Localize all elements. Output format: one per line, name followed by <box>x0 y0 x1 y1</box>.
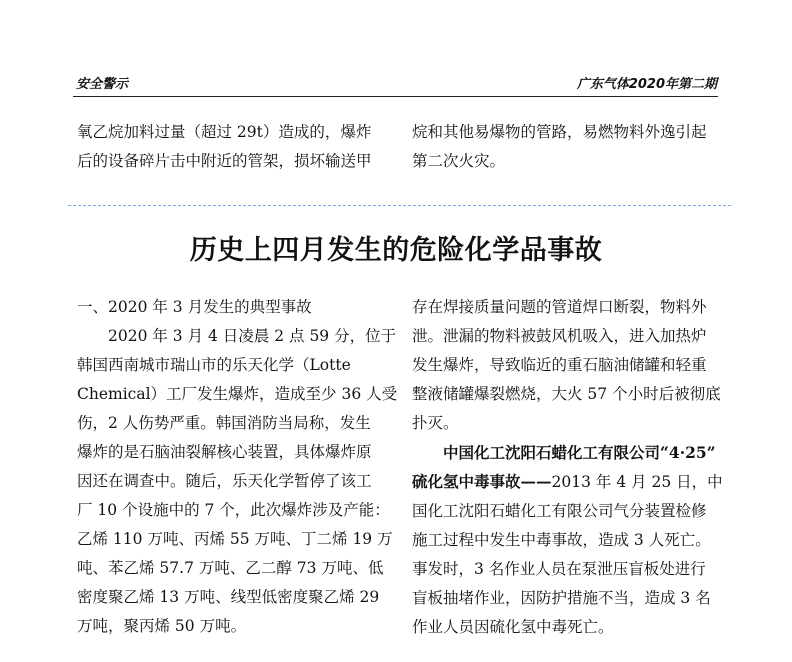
text-line: 施工过程中发生中毒事故，造成 3 人死亡。 <box>412 531 711 549</box>
text-line: 乙烯 110 万吨、丙烯 55 万吨、丁二烯 19 万 <box>77 530 393 548</box>
text-line: 密度聚乙烯 13 万吨、线型低密度聚乙烯 29 <box>77 588 380 606</box>
text-line <box>412 467 723 497</box>
section-divider <box>68 205 731 206</box>
text-line: 因还在调查中。随后，乐天化学暂停了该工 <box>77 472 372 490</box>
text-line: 厂 10 个设施中的 7 个，此次爆炸涉及产能： <box>77 501 390 519</box>
text-line: 伤，2 人伤势严重。韩国消防当局称，发生 <box>77 414 371 432</box>
text-run: 2013 年 4 月 25 日，中 <box>551 473 723 491</box>
continued-text-left <box>77 118 372 176</box>
text-line: 整液储罐爆裂燃烧，大火 57 个小时后被彻底 <box>412 385 721 403</box>
text-line: 2020 年 3 月 4 日凌晨 2 点 59 分，位于 <box>108 327 397 345</box>
text-line: 作业人员因硫化氢中毒死亡。 <box>412 618 614 636</box>
text-line: 烷和其他易爆物的管路，易燃物料外逸引起 <box>412 123 707 141</box>
incident-title: 中国化工沈阳石蜡化工有限公司“4·25” <box>443 443 716 462</box>
text-line: 万吨，聚丙烯 50 万吨。 <box>77 617 247 635</box>
text-line: 发生爆炸，导致临近的重石脑油储罐和轻重 <box>412 356 707 374</box>
text-line: 泄。泄漏的物料被鼓风机吸入，进入加热炉 <box>412 327 707 345</box>
article-title: 历史上四月发生的危险化学品事故 <box>189 235 603 266</box>
text-line: 国化工沈阳石蜡化工有限公司气分装置检修 <box>412 502 707 520</box>
article-column-left <box>77 293 397 641</box>
text-line: 盲板抽堵作业，因防护措施不当，造成 3 名 <box>412 589 711 607</box>
text-line: 存在焊接质量问题的管道焊口断裂，物料外 <box>412 298 707 316</box>
running-header-right: 广东气体2020年第二期 <box>576 77 717 92</box>
incident-title-cont: 硫化氢中毒事故—— <box>412 472 552 491</box>
text-line: 吨、苯乙烯 57.7 万吨、乙二醇 73 万吨、低 <box>77 559 384 577</box>
section-heading: 一、2020 年 3 月发生的典型事故 <box>77 298 312 316</box>
text-line: 爆炸的是石脑油裂解核心装置，具体爆炸原 <box>77 443 372 461</box>
continued-text-right <box>412 118 707 176</box>
text-line: 事发时，3 名作业人员在泵泄压盲板处进行 <box>412 560 706 578</box>
running-header-left: 安全警示 <box>76 77 129 92</box>
header-divider <box>73 96 718 97</box>
text-line: 后的设备碎片击中附近的管架，损坏输送甲 <box>77 152 372 170</box>
text-line: 韩国西南城市瑞山市的乐天化学（Lotte <box>77 356 351 374</box>
text-line: 氧乙烷加料过量（超过 29t）造成的，爆炸 <box>77 123 372 141</box>
text-line: 第二次火灾。 <box>412 152 506 170</box>
article-column-right <box>412 293 723 642</box>
text-line: 扑灭。 <box>412 414 459 432</box>
text-line: Chemical）工厂发生爆炸，造成至少 36 人受 <box>77 385 398 403</box>
